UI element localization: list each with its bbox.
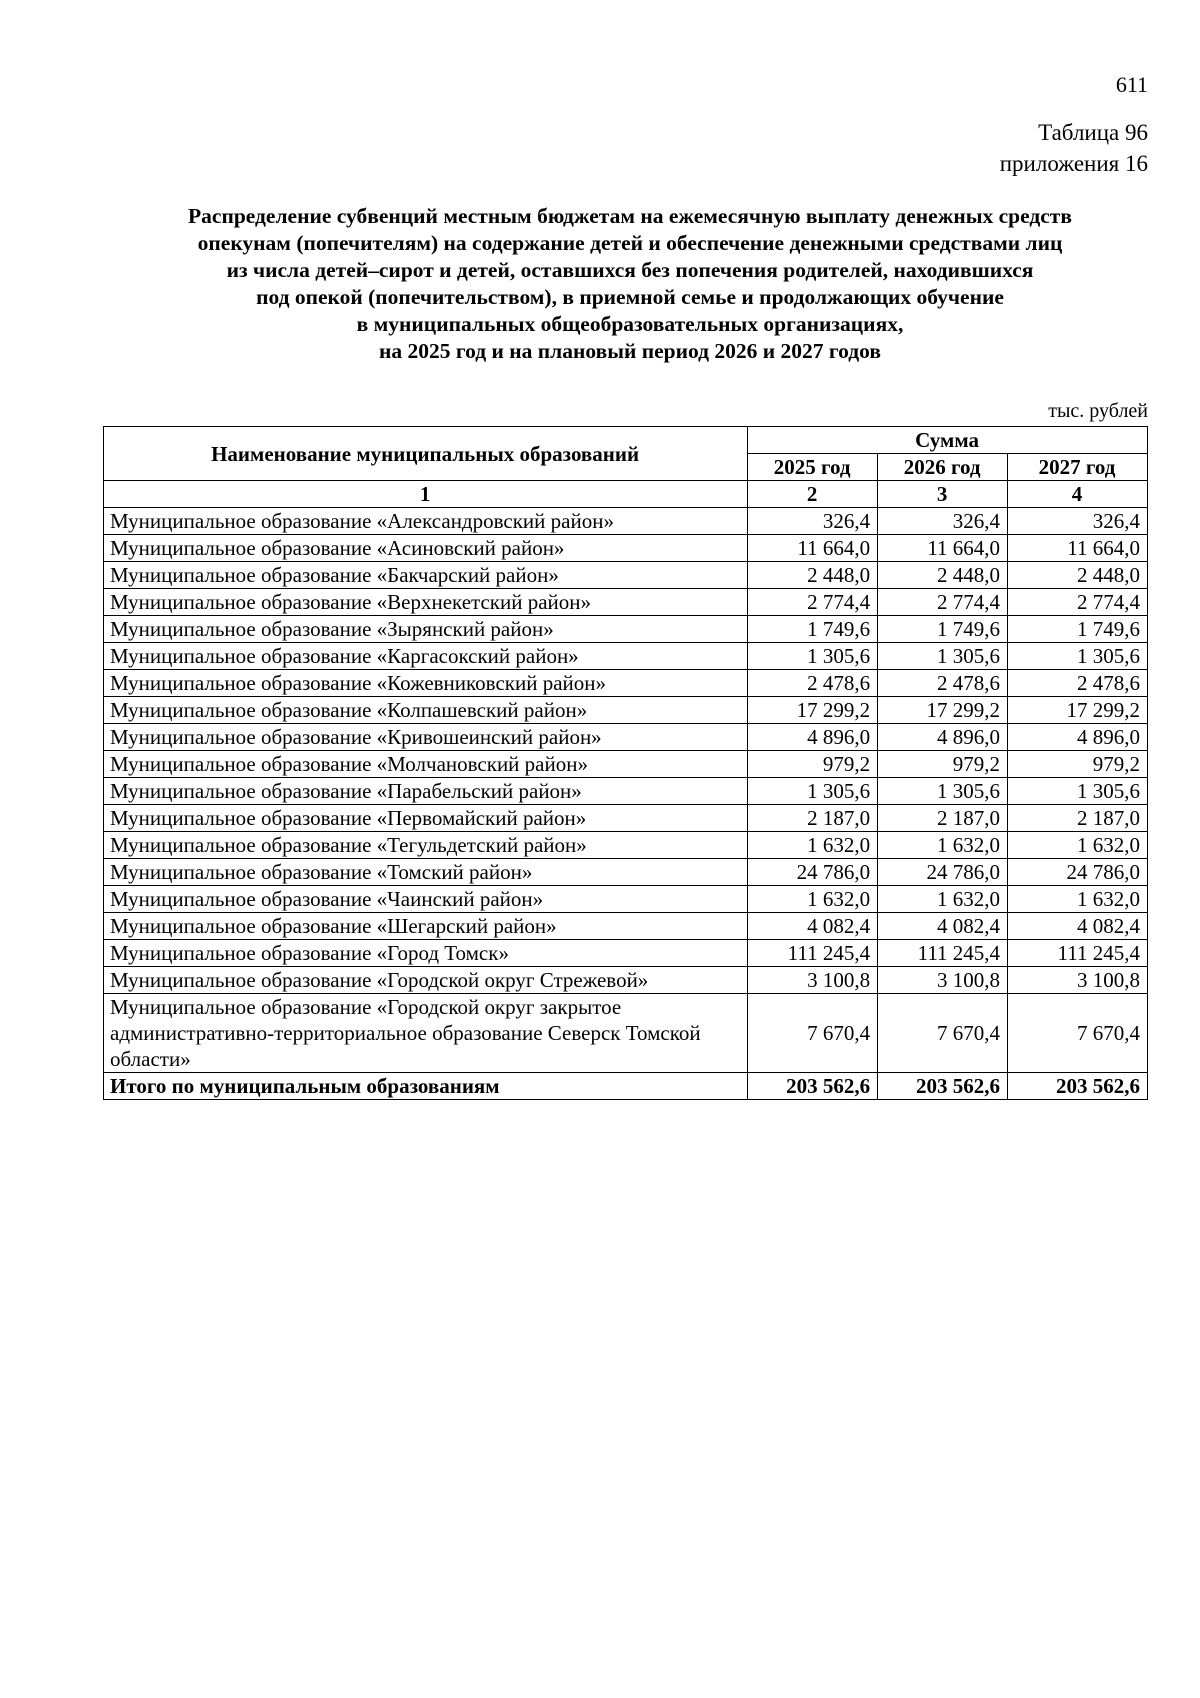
amount-2025: 3 100,8 (748, 967, 878, 994)
amount-2026: 1 305,6 (878, 643, 1008, 670)
amount-2027: 1 632,0 (1008, 886, 1148, 913)
amount-2025: 2 478,6 (748, 670, 878, 697)
table-row (104, 859, 1148, 886)
page-number: 611 (1115, 72, 1148, 97)
municipality-name: Муниципальное образование «Каргасокский район» (104, 643, 748, 670)
municipality-name: Итого по муниципальным образованиям (104, 1073, 748, 1100)
amount-2026: 1 632,0 (878, 886, 1008, 913)
municipality-name: Муниципальное образование «Тегульдетский район» (104, 832, 748, 859)
column-number: 1 (104, 481, 748, 508)
column-numbers-row (104, 481, 1148, 508)
amount-2025: 4 896,0 (748, 724, 878, 751)
amount-2025: 24 786,0 (748, 859, 878, 886)
municipality-name: Муниципальное образование «Городской округ закрытое административно-территориальное образование Северск Томской области» (104, 994, 748, 1073)
amount-2027: 1 305,6 (1008, 643, 1148, 670)
amount-2027: 1 632,0 (1008, 832, 1148, 859)
header-sum: Сумма (748, 427, 1148, 454)
header-year-2027: 2027 год (1008, 454, 1148, 481)
table-row (104, 535, 1148, 562)
municipality-name: Муниципальное образование «Зырянский район» (104, 616, 748, 643)
municipality-name: Муниципальное образование «Верхнекетский район» (104, 589, 748, 616)
units-label: тыс. рублей (1048, 400, 1148, 422)
table-reference (1000, 117, 1148, 179)
title-line: из числа детей–сирот и детей, оставшихся без попечения родителей, находившихся (226, 258, 1034, 282)
municipality-name: Муниципальное образование «Бакчарский район» (104, 562, 748, 589)
amount-2027: 24 786,0 (1008, 859, 1148, 886)
column-number: 2 (748, 481, 878, 508)
municipality-name: Муниципальное образование «Александровский район» (104, 508, 748, 535)
table-row (104, 805, 1148, 832)
municipality-name: Муниципальное образование «Город Томск» (104, 940, 748, 967)
municipality-name: Муниципальное образование «Колпашевский район» (104, 697, 748, 724)
amount-2027: 2 774,4 (1008, 589, 1148, 616)
subvention-table (103, 426, 1148, 1100)
amount-2025: 326,4 (748, 508, 878, 535)
amount-2026: 2 478,6 (878, 670, 1008, 697)
table-reference-line-2: приложения 16 (999, 151, 1148, 176)
amount-2025: 1 305,6 (748, 778, 878, 805)
amount-2027: 2 478,6 (1008, 670, 1148, 697)
amount-2027: 203 562,6 (1008, 1073, 1148, 1100)
amount-2026: 7 670,4 (878, 994, 1008, 1073)
municipality-name: Муниципальное образование «Чаинский район» (104, 886, 748, 913)
municipality-name: Муниципальное образование «Городской округ Стрежевой» (104, 967, 748, 994)
amount-2025: 1 749,6 (748, 616, 878, 643)
table-row (104, 670, 1148, 697)
amount-2025: 1 632,0 (748, 886, 878, 913)
title-line: Распределение субвенций местным бюджетам на ежемесячную выплату денежных средств (188, 204, 1072, 228)
municipality-name: Муниципальное образование «Шегарский район» (104, 913, 748, 940)
amount-2025: 17 299,2 (748, 697, 878, 724)
amount-2025: 203 562,6 (748, 1073, 878, 1100)
table-row (104, 886, 1148, 913)
table-row (104, 616, 1148, 643)
amount-2027: 3 100,8 (1008, 967, 1148, 994)
header-municipality: Наименование муниципальных образований (104, 427, 748, 481)
amount-2027: 4 896,0 (1008, 724, 1148, 751)
amount-2026: 4 896,0 (878, 724, 1008, 751)
column-number: 4 (1008, 481, 1148, 508)
table-reference-line-1: Таблица 96 (1038, 120, 1148, 145)
amount-2027: 4 082,4 (1008, 913, 1148, 940)
amount-2027: 326,4 (1008, 508, 1148, 535)
amount-2027: 7 670,4 (1008, 994, 1148, 1073)
municipality-name: Муниципальное образование «Молчановский район» (104, 751, 748, 778)
amount-2025: 2 187,0 (748, 805, 878, 832)
title-line: опекунам (попечителям) на содержание детей и обеспечение денежными средствами лиц (197, 231, 1063, 255)
amount-2027: 2 187,0 (1008, 805, 1148, 832)
amount-2027: 2 448,0 (1008, 562, 1148, 589)
amount-2026: 11 664,0 (878, 535, 1008, 562)
column-number: 3 (878, 481, 1008, 508)
municipality-name: Муниципальное образование «Кожевниковский район» (104, 670, 748, 697)
table-row (104, 778, 1148, 805)
amount-2025: 1 632,0 (748, 832, 878, 859)
amount-2027: 1 749,6 (1008, 616, 1148, 643)
amount-2025: 4 082,4 (748, 913, 878, 940)
table-row (104, 994, 1148, 1073)
total-row (104, 1073, 1148, 1100)
table-row (104, 913, 1148, 940)
title-line: на 2025 год и на плановый период 2026 и 2027 годов (379, 339, 881, 363)
title-line: под опекой (попечительством), в приемной семье и продолжающих обучение (256, 285, 1004, 309)
title-line: в муниципальных общеобразовательных организациях, (356, 312, 904, 336)
amount-2025: 979,2 (748, 751, 878, 778)
amount-2026: 1 749,6 (878, 616, 1008, 643)
header-row (104, 427, 1148, 454)
table-row (104, 697, 1148, 724)
table-row (104, 751, 1148, 778)
amount-2027: 11 664,0 (1008, 535, 1148, 562)
amount-2025: 111 245,4 (748, 940, 878, 967)
amount-2026: 4 082,4 (878, 913, 1008, 940)
amount-2027: 979,2 (1008, 751, 1148, 778)
amount-2026: 326,4 (878, 508, 1008, 535)
table-row (104, 562, 1148, 589)
municipality-name: Муниципальное образование «Кривошеинский район» (104, 724, 748, 751)
table-row (104, 589, 1148, 616)
amount-2025: 11 664,0 (748, 535, 878, 562)
amount-2026: 203 562,6 (878, 1073, 1008, 1100)
table-row (104, 832, 1148, 859)
document-title (100, 203, 1160, 365)
table-row (104, 643, 1148, 670)
amount-2026: 2 187,0 (878, 805, 1008, 832)
amount-2027: 17 299,2 (1008, 697, 1148, 724)
amount-2026: 3 100,8 (878, 967, 1008, 994)
amount-2026: 2 448,0 (878, 562, 1008, 589)
table-row (104, 724, 1148, 751)
municipality-name: Муниципальное образование «Парабельский район» (104, 778, 748, 805)
amount-2025: 7 670,4 (748, 994, 878, 1073)
table-body (104, 508, 1148, 1100)
amount-2025: 2 774,4 (748, 589, 878, 616)
amount-2026: 979,2 (878, 751, 1008, 778)
amount-2026: 17 299,2 (878, 697, 1008, 724)
municipality-name: Муниципальное образование «Томский район» (104, 859, 748, 886)
amount-2026: 111 245,4 (878, 940, 1008, 967)
amount-2026: 24 786,0 (878, 859, 1008, 886)
municipality-name: Муниципальное образование «Асиновский район» (104, 535, 748, 562)
table-row (104, 508, 1148, 535)
amount-2027: 111 245,4 (1008, 940, 1148, 967)
header-year-2026: 2026 год (878, 454, 1008, 481)
municipality-name: Муниципальное образование «Первомайский район» (104, 805, 748, 832)
header-year-2025: 2025 год (748, 454, 878, 481)
amount-2026: 1 305,6 (878, 778, 1008, 805)
amount-2026: 2 774,4 (878, 589, 1008, 616)
amount-2025: 2 448,0 (748, 562, 878, 589)
amount-2027: 1 305,6 (1008, 778, 1148, 805)
amount-2025: 1 305,6 (748, 643, 878, 670)
table-row (104, 940, 1148, 967)
amount-2026: 1 632,0 (878, 832, 1008, 859)
table-row (104, 967, 1148, 994)
